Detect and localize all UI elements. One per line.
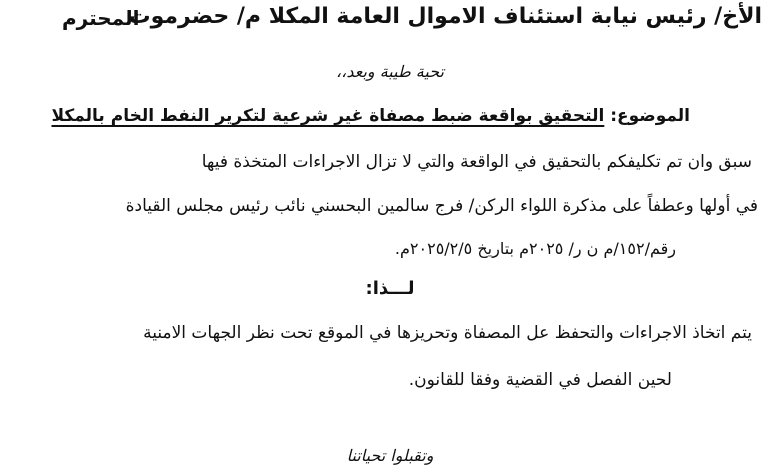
body-line-3: رقم/١٥٢/م ن ر/ ٢٠٢٥م بتاريخ ٢٠٢٥/٢/٥م. xyxy=(394,239,676,258)
subject-label: الموضوع: xyxy=(610,106,690,126)
body-line-4: يتم اتخاذ الاجراءات والتحفظ عل المصفاة وتحريزها في الموقع تحت نظر الجهات الامنية xyxy=(143,323,752,343)
subject-text: التحقيق بواقعة ضبط مصفاة غير شرعية لتكرير النفط الخام بالمكلا xyxy=(51,106,605,126)
body-line-5: لحين الفصل في القضية وفقا للقانون. xyxy=(408,370,672,390)
addressee-line: الأخ/ رئيس نيابة استئناف الاموال العامة المكلا م/ حضرموت xyxy=(128,4,762,29)
greeting: تحية طيبة وبعد،، xyxy=(336,62,444,81)
subject-line xyxy=(51,106,690,126)
body-line-1: سبق وان تم تكليفكم بالتحقيق في الواقعة والتي لا تزال الاجراءات المتخذة فيها xyxy=(201,152,752,172)
therefore-heading: لـــذا: xyxy=(365,278,415,299)
body-line-2: في أولها وعطفاً على مذكرة اللواء الركن/ فرج سالمين البحسني نائب رئيس مجلس القيادة xyxy=(125,196,758,216)
honorific: المحترم xyxy=(62,6,140,30)
closing-line: وتقبلوا تحياتنا xyxy=(346,446,434,465)
